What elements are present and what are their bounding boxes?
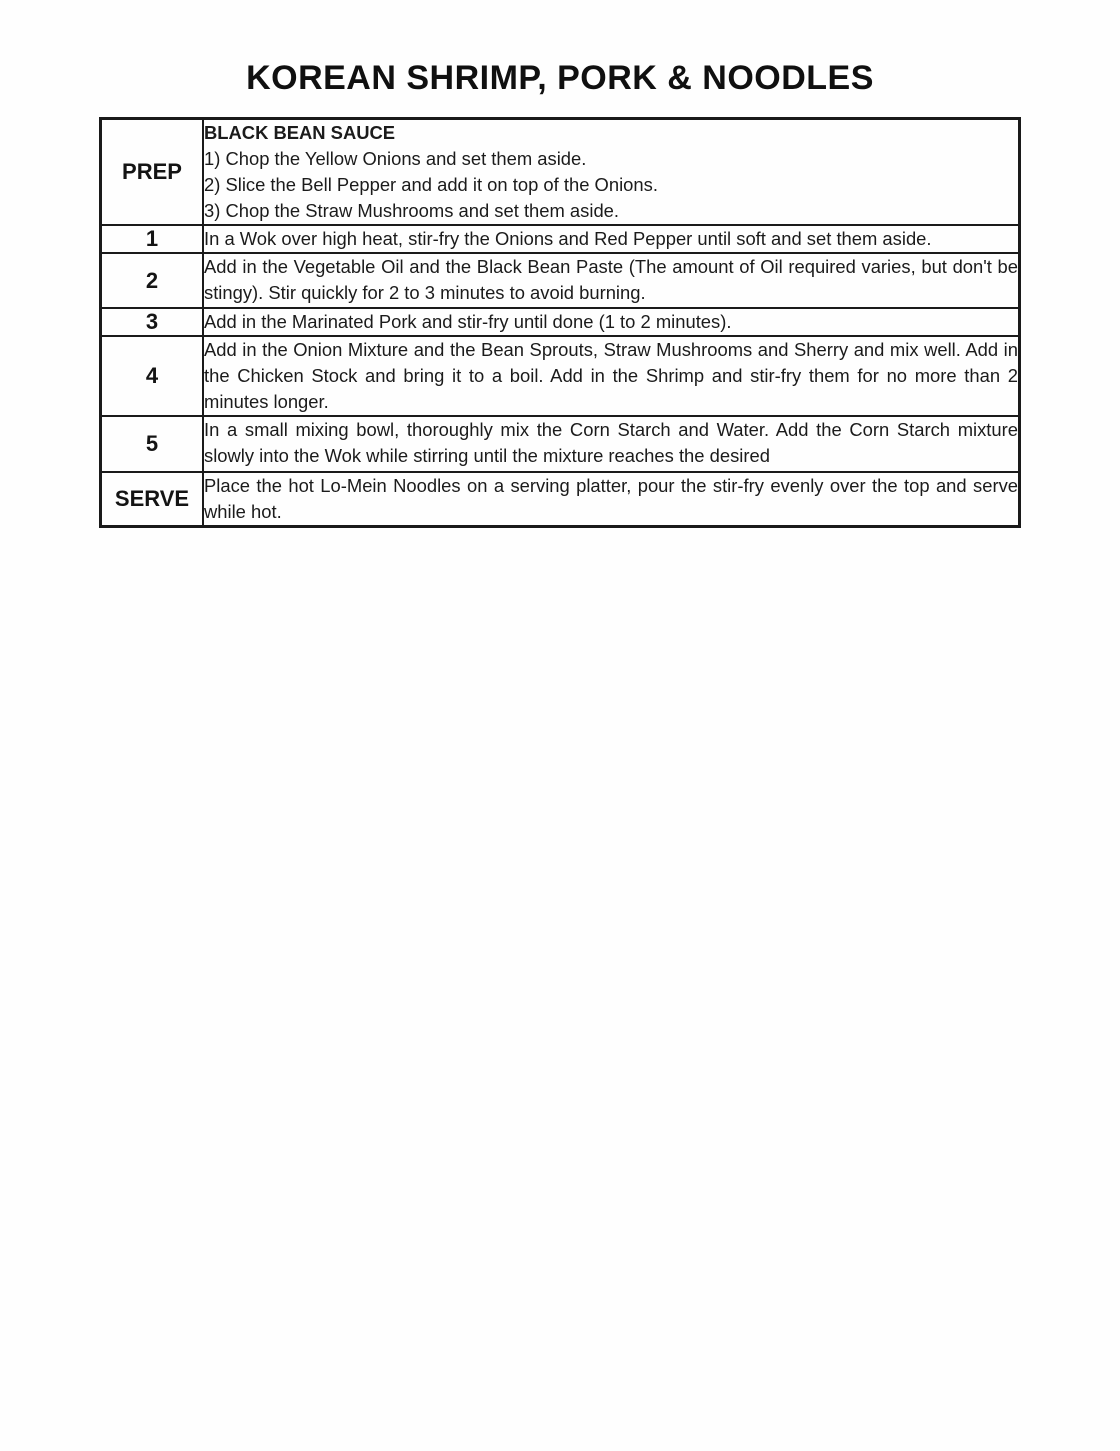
table-row-step-2	[101, 253, 1020, 308]
table-row-serve	[101, 472, 1020, 527]
step-label-1: 1	[101, 225, 204, 253]
step-instructions-5: In a small mixing bowl, thoroughly mix the Corn Starch and Water. Add the Corn Starch mixture slowly into the Wok while stirring until the mixture reaches the desired	[203, 416, 1020, 472]
table-row-step-3	[101, 308, 1020, 336]
table-row-step-4	[101, 336, 1020, 416]
prep-line-1: 1) Chop the Yellow Onions and set them aside.	[204, 148, 587, 169]
step-instructions-4: Add in the Onion Mixture and the Bean Sprouts, Straw Mushrooms and Sherry and mix well. Add in the Chicken Stock and bring it to a boil. Add in the Shrimp and stir-fry them for no more than 2 minutes longer.	[203, 336, 1020, 416]
table-row-prep	[101, 119, 1020, 226]
prep-line-3: 3) Chop the Straw Mushrooms and set them aside.	[204, 200, 620, 221]
step-instructions-1: In a Wok over high heat, stir-fry the Onions and Red Pepper until soft and set them aside.	[203, 225, 1020, 253]
step-instructions-prep	[203, 119, 1020, 226]
step-instructions-2: Add in the Vegetable Oil and the Black Bean Paste (The amount of Oil required varies, but don't be stingy). Stir quickly for 2 to 3 minutes to avoid burning.	[203, 253, 1020, 308]
table-row-step-5	[101, 416, 1020, 472]
page-title: KOREAN SHRIMP, PORK & NOODLES	[246, 59, 874, 97]
step-instructions-serve: Place the hot Lo-Mein Noodles on a serving platter, pour the stir-fry evenly over the top and serve while hot.	[203, 472, 1020, 527]
step-label-serve: SERVE	[101, 472, 204, 527]
step-label-5: 5	[101, 416, 204, 472]
recipe-steps-table	[99, 117, 1021, 528]
sauce-heading: BLACK BEAN SAUCE	[204, 122, 396, 143]
prep-line-2: 2) Slice the Bell Pepper and add it on top of the Onions.	[204, 174, 658, 195]
table-row-step-1	[101, 225, 1020, 253]
step-label-2: 2	[101, 253, 204, 308]
step-label-prep: PREP	[101, 119, 204, 226]
step-label-4: 4	[101, 336, 204, 416]
step-instructions-3: Add in the Marinated Pork and stir-fry until done (1 to 2 minutes).	[203, 308, 1020, 336]
step-label-3: 3	[101, 308, 204, 336]
